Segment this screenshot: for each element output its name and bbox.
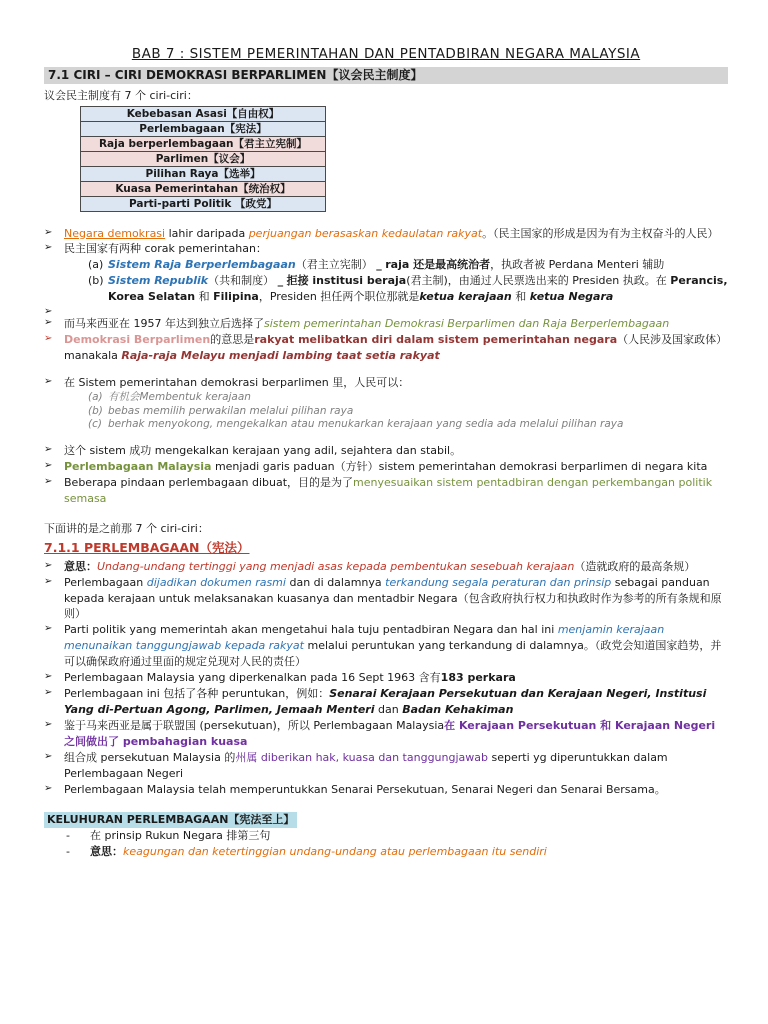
spacer [44,305,728,316]
corak-sublist [64,257,728,305]
spacer [44,798,728,812]
feature-cell: Raja berperlembagaan【君主立宪制】 [81,136,326,151]
bullet-malaysia-1957: ➢ 而马来西亚在 1957 年达到独立后选择了sistem pemerintahan Demokrasi Berparlimen dan Raja Berperlembagaan [44,316,728,332]
bullet-183-perkara: ➢ Perlembagaan Malaysia yang diperkenalkan pada 16 Sept 1963 含有183 perkara [44,670,728,686]
bullet-list-main [44,226,728,317]
rakyat-item: (c) berhak menyokong, mengekalkan atau menukarkan kerajaan yang sedia ada melalui pilihan raya [88,418,624,431]
bullet-parti-politik: ➢ Parti politik yang memerintah akan mengetahui hala tuju pentadbiran Negara dan hal ini menjamin kerajaan menunaikan tanggungjawab kepada rakyat melalui peruntukan yang terkandung di dalamnya。（政党会知道国家趋势，并可以确保政府通过里面的规定兑现对人民的责任） [44,622,728,670]
rakyat-item: (a) 有机会Membentuk kerajaan [88,390,251,403]
feature-cell: Parlimen【议会】 [81,151,326,166]
bullet-dokumen-rasmi: ➢ Perlembagaan dijadikan dokumen rasmi dan di dalamnya terkandung segala peraturan dan prinsip sebagai panduan kepada kerajaan untuk melaksanakan kuasanya dan mentadbir Negara（包含政府执行权力和执政时作为参考的所有条规和原则） [44,575,728,623]
corak-item-a: (a) Sistem Raja Berperlembagaan（君主立宪制） _ raja 还是最高统治者，执政者被 Perdana Menteri 辅助 [88,258,665,272]
bullet-demokrasi-berparlimen: ➢ Demokrasi Berparlimen的意思是rakyat melibatkan diri dalam sistem pemerintahan negara（人民涉及国家政体）manakala Raja-raja Melayu menjadi lambing taat setia rakyat [44,332,728,364]
spacer [44,364,728,375]
section-title-cn: 【议会民主制度】 [326,67,423,82]
keluhuran-list [44,828,728,860]
bullet-peruntukan: ➢ Perlembagaan ini 包括了各种 peruntukan，例如：Senarai Kerajaan Persekutuan dan Kerajaan Negeri, Institusi Yang di-Pertuan Agong, Parlimen, Jemaah Menteri dan Badan Kehakiman [44,686,728,718]
feature-cell: Perlembagaan【宪法】 [81,121,326,136]
spacer [44,432,728,443]
keluhuran-heading: KELUHURAN PERLEMBAGAAN【宪法至上】 [44,812,297,828]
feature-cell: Kebebasan Asasi【自由权】 [81,106,326,121]
feature-cell: Parti-parti Politik 【政党】 [81,196,326,211]
bullet-negeri-hak: ➢ 组合成 persekutuan Malaysia 的州属 diberikan hak, kuasa dan tanggungjawab seperti yg diperuntukkan dalam Perlembagaan Negeri [44,750,728,782]
intro-text: 议会民主制度有 7 个 ciri-ciri： [44,88,198,102]
bullet-list-rakyat [44,375,728,432]
features-table [80,106,326,212]
bullet-persekutuan: ➢ 鉴于马来西亚是属于联盟国 (persekutuan)，所以 Perlembagaan Malaysia在 Kerajaan Persekutuan 和 Kerajaan Negeri 之间做出了 pembahagian kuasa [44,718,728,750]
bullet-sistem-berjaya: ➢ 这个 sistem 成功 mengekalkan kerajaan yang adil, sejahtera dan stabil。 [44,443,728,459]
bullet-senarai: ➢ Perlembagaan Malaysia telah memperuntukkan Senarai Persekutuan, Senarai Negeri dan Senarai Bersama。 [44,782,728,798]
bullet-rakyat-boleh: ➢ 在 Sistem pemerintahan demokrasi berparlimen 里，人民可以： (a) 有机会Membentuk kerajaan (b) bebas memilih perwakilan melalui pilihan raya (c) berhak menyokong, mengekalkan atau menukarkan kerajaan yang sedia ada melalui pilihan raya [44,375,728,432]
feature-cell: Kuasa Pemerintahan【统治权】 [81,181,326,196]
bullet-list-sistem [44,443,728,507]
keluhuran-item-rukun: - 在 prinsip Rukun Negara 排第三句 [66,828,728,844]
bullet-corak-pemerintahan: ➢ 民主国家有两种 corak pemerintahan： (a) Sistem Raja Berperlembagaan（君主立宪制） _ raja 还是最高统治者，执政者被 Perdana Menteri 辅助 (b) Sistem Republik（共和制度） _ 拒接 institusi beraja(君主制)，由通过人民票选出来的 Presiden 执政。在 Perancis, Korea Selatan 和 Filipina，Presiden 担任两个职位那就是ketua kerajaan 和 ketua Negara [44,241,728,305]
bullet-pindaan: ➢ Beberapa pindaan perlembagaan dibuat，目的是为了menyesuaikan sistem pentadbiran dengan perkembangan politik semasa [44,475,728,507]
bullet-negara-demokrasi: ➢ Negara demokrasi lahir daripada perjuangan berasaskan kedaulatan rakyat。（民主国家的形成是因为有为主权奋斗的人民） [44,226,728,242]
spacer [44,507,728,521]
corak-item-b: (b) Sistem Republik（共和制度） _ 拒接 institusi beraja(君主制)，由通过人民票选出来的 Presiden 执政。在 Perancis, Korea Selatan 和 Filipina，Presiden 担任两个职位那就是ketua kerajaan 和 ketua Negara [88,274,728,304]
feature-cell: Pilihan Raya【选举】 [81,166,326,181]
section-number: 7.1 [48,67,70,82]
subsection-heading: 7.1.1 PERLEMBAGAAN（宪法） [44,539,250,555]
bullet-perlembagaan-malaysia: ➢ Perlembagaan Malaysia menjadi garis paduan（方针）sistem pemerintahan demokrasi berparlimen di negara kita [44,459,728,475]
document-title: BAB 7 : SISTEM PEMERINTAHAN DAN PENTADBIRAN NEGARA MALAYSIA [131,46,641,62]
bullet-list-malaysia [44,316,728,364]
keluhuran-item-maksud: - 意思：keagungan dan ketertinggian undang-undang atau perlembagaan itu sendiri [66,844,728,860]
rakyat-item: (b) bebas memilih perwakilan melalui pilihan raya [88,404,354,417]
bullet-maksud: ➢ 意思：Undang-undang tertinggi yang menjadi asas kepada pembentukan sesebuah kerajaan（造就政府的最高条规） [44,559,728,575]
section-title: CIRI – CIRI DEMOKRASI BERPARLIMEN [73,67,327,82]
section-heading [44,67,728,84]
bullet-list-perlembagaan [44,559,728,798]
pre-subsection-text: 下面讲的是之前那 7 个 ciri-ciri： [44,521,209,535]
rakyat-sublist [64,391,728,432]
